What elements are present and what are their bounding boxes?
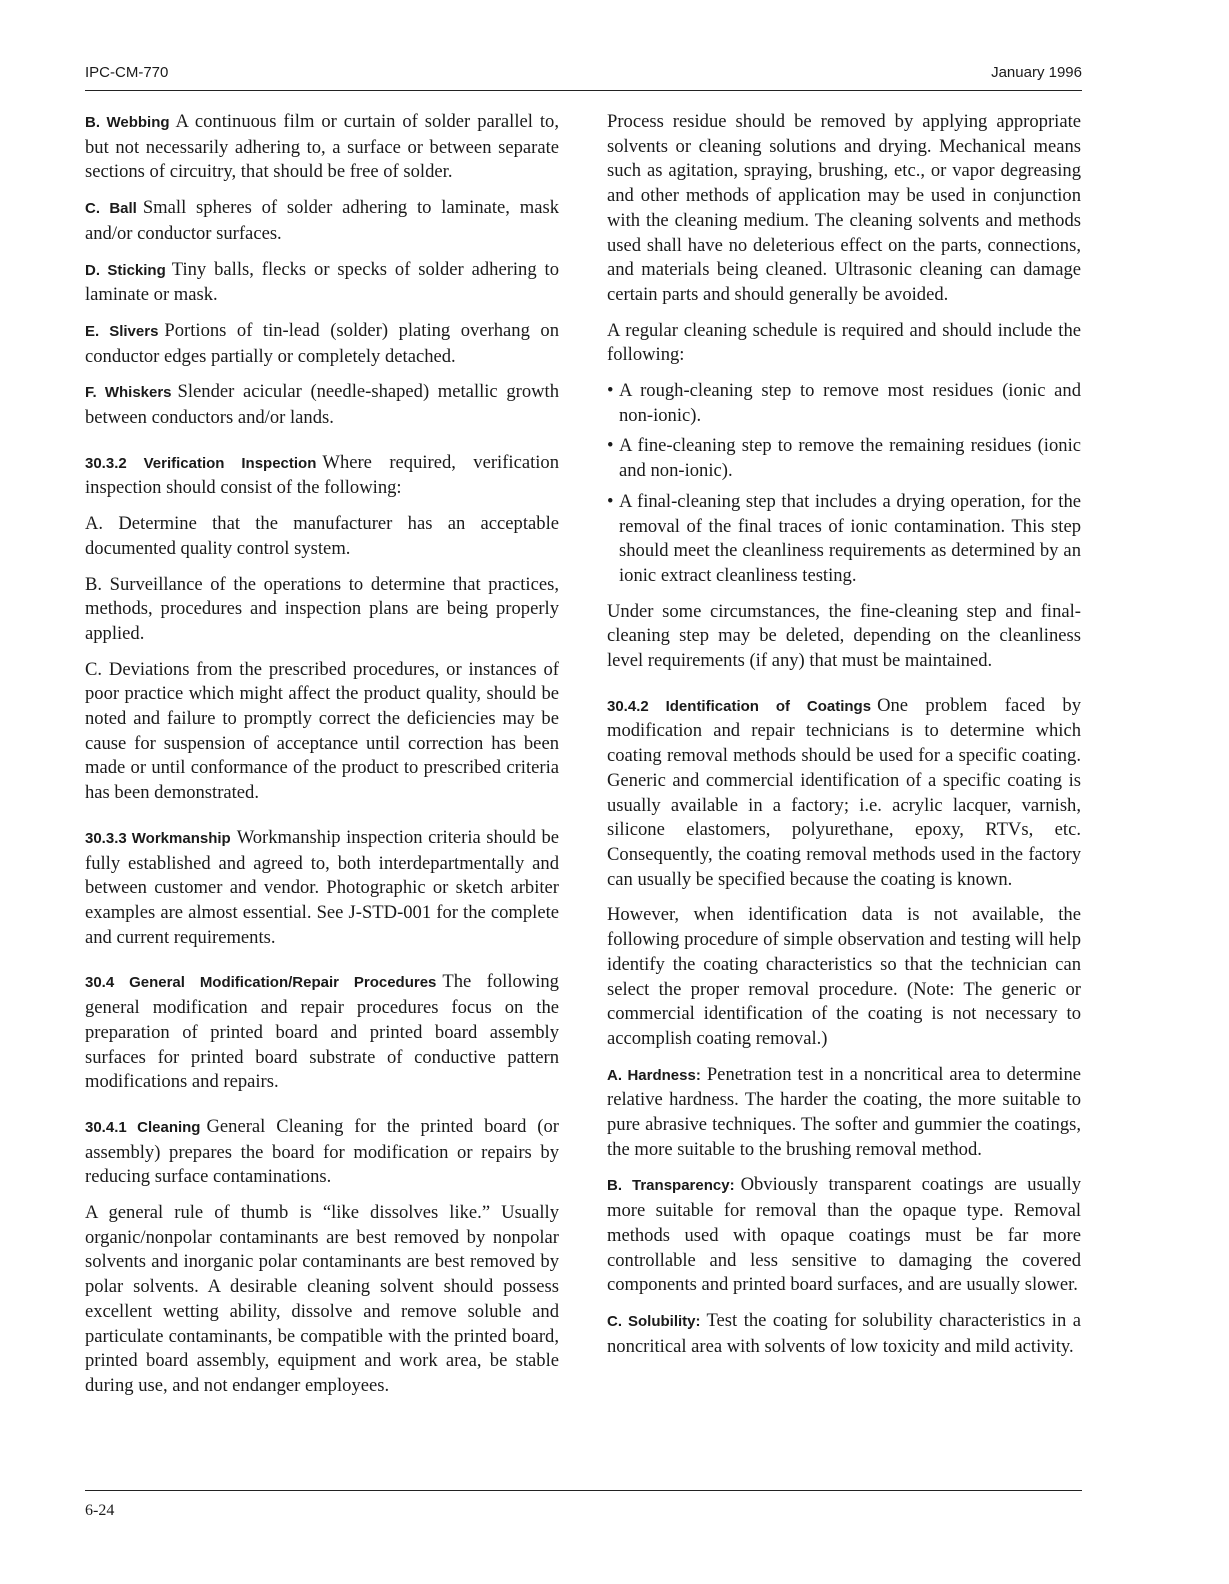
- heading-verification-inspection: 30.3.2 Verification Inspection: [85, 454, 317, 472]
- text-whiskers: Slender acicular (needle-shaped) metallic growth between conductors and/or lands.: [85, 381, 560, 429]
- label-sticking: D. Sticking: [85, 261, 166, 279]
- text-general-procedures: The following general modification and repair procedures focus on the preparation of printed board and printed board assembly surfaces for printed board substrate of conductive pattern modifications and repairs.: [85, 971, 559, 1093]
- paragraph-slivers: [85, 319, 559, 369]
- section-workmanship: [85, 826, 559, 951]
- heading-identification-of-coatings: 30.4.2 Identification of Coatings: [607, 697, 872, 715]
- header-date: January 1996: [991, 64, 1082, 81]
- label-slivers: E. Slivers: [85, 322, 159, 340]
- bullet-icon: •: [607, 490, 614, 512]
- footer-rule: [85, 1490, 1082, 1491]
- paragraph-solubility: [607, 1309, 1081, 1359]
- label-transparency: B. Transparency:: [607, 1177, 735, 1195]
- list-item: [607, 379, 1081, 428]
- text-cleaning: General Cleaning for the printed board (or assembly) prepares the board for modification or repairs by reducing surface contaminations.: [85, 1115, 559, 1188]
- bullet-icon: •: [607, 435, 614, 457]
- bullet-icon: •: [607, 380, 614, 402]
- text-hardness: Penetration test in a noncritical area to determine relative hardness. The harder the coating, the more suitable to pure abrasive techniques. The softer and gummier the coatings, the more suitable to the brushing removal method.: [607, 1063, 1082, 1160]
- label-hardness: A. Hardness:: [607, 1066, 701, 1084]
- label-ball: C. Ball: [85, 200, 137, 218]
- paragraph-sticking: [85, 258, 559, 308]
- section-general-procedures: [85, 970, 559, 1095]
- section-verification-inspection: [85, 451, 559, 501]
- heading-workmanship: 30.3.3 Workmanship: [85, 829, 231, 847]
- text-workmanship: Workmanship inspection criteria should be fully established and agreed to, both interdepartmentally and between customer and vendor. Photographic or sketch arbiter examples are almost essential. See J-STD-001 for the complete and current requirements.: [85, 826, 560, 948]
- label-solubility: C. Solubility:: [607, 1312, 701, 1330]
- paragraph-verification-c: C. Deviations from the prescribed procedures, or instances of poor practice which might affect the product quality, should be noted and failure to promptly correct the deficiencies may be cause for suspension of acceptance until correction has been made or until conformance of the product to prescribed criteria has been demonstrated.: [85, 658, 559, 804]
- right-column: [607, 110, 1081, 1370]
- list-item-text: A final-cleaning step that includes a drying operation, for the removal of the final traces of ionic contamination. This step should meet the cleanliness requirements as determined by an ionic extract cleanliness testing.: [619, 490, 1081, 586]
- paragraph-however: However, when identification data is not available, the following procedure of simple observation and testing will help identify the coating characteristics so that the technician can select the proper removal procedure. (Note: The generic or commercial identification of the coating is not necessary to accomplish coating removal.): [607, 904, 1081, 1049]
- list-item: [607, 490, 1081, 589]
- paragraph-schedule-intro: A regular cleaning schedule is required and should include the following:: [607, 319, 1081, 366]
- text-verification-inspection: Where required, verification inspection should consist of the following:: [85, 451, 559, 499]
- left-column: [85, 110, 559, 1410]
- paragraph-transparency: [607, 1173, 1081, 1298]
- paragraph-ball: [85, 196, 559, 246]
- text-transparency: Obviously transparent coatings are usually more suitable for removal than the opaque type. Removal methods used with opaque coatings must be far more controllable and less sensitive to damaging the covered components and printed board surfaces, and are usually slower.: [607, 1174, 1081, 1296]
- paragraph-rule-of-thumb: A general rule of thumb is “like dissolves like.” Usually organic/nonpolar contaminants are best removed by nonpolar solvents and inorganic polar contaminants are best removed by polar solvents. A desirable cleaning solvent should possess excellent wetting ability, dissolve and remove soluble and particulate contaminants, be compatible with the printed board, printed board assembly, equipment and work area, be stable during use, and not endanger employees.: [85, 1202, 559, 1396]
- heading-cleaning: 30.4.1 Cleaning: [85, 1118, 201, 1136]
- text-identification-of-coatings: One problem faced by modification and repair technicians is to determine which coating removal methods should be used for a specific coating. Generic and commercial identification of a specific coating is usually available in a factory; i.e. acrylic lacquer, varnish, silicone elastomers, polyurethane, epoxy, RTVs, etc. Consequently, the coating removal methods used in the factory can usually be specified because the coating is known.: [607, 694, 1081, 890]
- paragraph-circumstances: Under some circumstances, the fine-cleaning step and final-cleaning step may be deleted, depending on the cleanliness level requirements (if any) that must be maintained.: [607, 600, 1081, 672]
- paragraph-whiskers: [85, 380, 559, 430]
- list-item: [607, 434, 1081, 483]
- paragraph-webbing: [85, 110, 559, 185]
- text-solubility: Test the coating for solubility characteristics in a noncritical area with solvents of low toxicity and mild activity.: [607, 1309, 1081, 1357]
- cleaning-steps-list: [607, 379, 1081, 589]
- header-doc-id: IPC-CM-770: [85, 64, 169, 81]
- text-ball: Small spheres of solder adhering to laminate, mask and/or conductor surfaces.: [85, 197, 559, 244]
- text-webbing: A continuous film or curtain of solder parallel to, but not necessarily adhering to, a surface or between separate sections of circuitry, that should be free of solder.: [85, 111, 559, 183]
- paragraph-hardness: [607, 1063, 1081, 1163]
- text-slivers: Portions of tin-lead (solder) plating overhang on conductor edges partially or completely detached.: [85, 319, 560, 367]
- paragraph-verification-a: A. Determine that the manufacturer has an acceptable documented quality control system.: [85, 513, 559, 559]
- list-item-text: A fine-cleaning step to remove the remaining residues (ionic and non-ionic).: [619, 435, 1081, 482]
- heading-general-procedures: 30.4 General Modification/Repair Procedures: [85, 974, 437, 992]
- label-webbing: B. Webbing: [85, 114, 170, 131]
- header-rule: [85, 90, 1082, 91]
- paragraph-process-residue: Process residue should be removed by applying appropriate solvents or cleaning solutions and drying. Mechanical means such as agitation, spraying, brushing, etc., or vapor degreasing and other methods of application may be used in conjunction with the cleaning medium. The cleaning solvents and methods used shall have no deleterious effect on the parts, connections, and materials being cleaned. Ultrasonic cleaning can damage certain parts and should generally be avoided.: [607, 111, 1081, 305]
- paragraph-verification-b: B. Surveillance of the operations to determine that practices, methods, procedures and inspection plans are being properly applied.: [85, 573, 559, 644]
- page-number: 6-24: [85, 1502, 115, 1519]
- section-cleaning: [85, 1115, 559, 1190]
- text-sticking: Tiny balls, flecks or specks of solder adhering to laminate or mask.: [85, 258, 559, 306]
- label-whiskers: F. Whiskers: [85, 384, 172, 402]
- section-identification-of-coatings: [607, 694, 1081, 893]
- list-item-text: A rough-cleaning step to remove most residues (ionic and non-ionic).: [619, 380, 1081, 426]
